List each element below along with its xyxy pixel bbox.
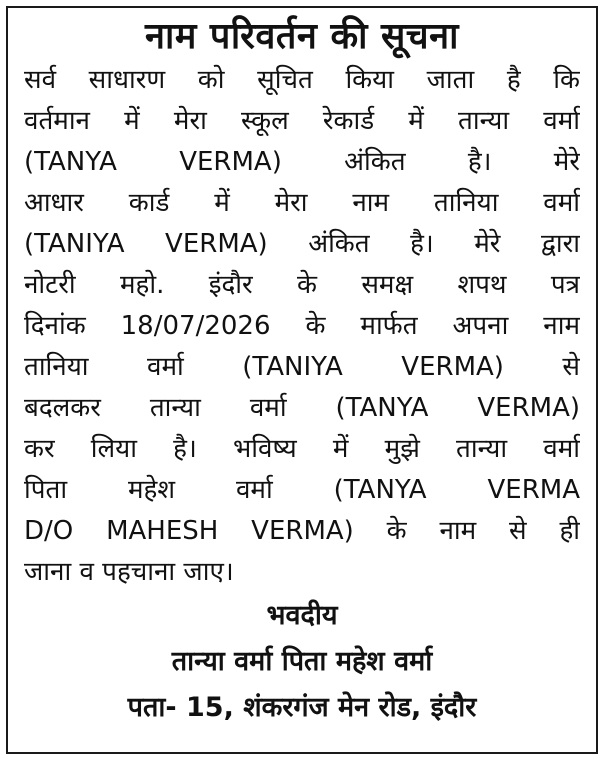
signatory-name: तान्या वर्मा पिता महेश वर्मा bbox=[171, 646, 433, 677]
body-line: बदलकर तान्या वर्मा (TANYA VERMA) bbox=[24, 393, 580, 423]
body-line: तानिया वर्मा (TANIYA VERMA) से bbox=[24, 352, 580, 382]
body-line: पिता महेश वर्मा (TANYA VERMA bbox=[24, 475, 580, 505]
signatory-address: पता- 15, शंकरगंज मेन रोड, इंदौर bbox=[127, 692, 477, 723]
body-line: कर लिया है। भविष्य में मुझे तान्या वर्मा bbox=[24, 434, 580, 464]
closing-salutation: भवदीय bbox=[266, 600, 338, 631]
body-line: D/O MAHESH VERMA) के नाम से ही bbox=[24, 516, 580, 546]
body-line: सर्व साधारण को सूचित किया जाता है कि bbox=[24, 65, 580, 95]
body-line: आधार कार्ड में मेरा नाम तानिया वर्मा bbox=[24, 188, 580, 218]
body-line: दिनांक 18/07/2026 के मार्फत अपना नाम bbox=[24, 311, 580, 341]
body-line: नोटरी महो. इंदौर के समक्ष शपथ पत्र bbox=[24, 270, 580, 300]
body-line: जाना व पहचाना जाए। bbox=[24, 557, 234, 587]
notice-title: नाम परिवर्तन की सूचना bbox=[145, 16, 459, 57]
body-line: वर्तमान में मेरा स्कूल रेकार्ड में तान्या वर्मा bbox=[24, 106, 580, 136]
notice-body bbox=[8, 60, 596, 593]
body-line: (TANIYA VERMA) अंकित है। मेरे द्वारा bbox=[24, 229, 580, 259]
body-line: (TANYA VERMA) अंकित है। मेरे bbox=[24, 147, 580, 177]
name-change-notice bbox=[6, 6, 598, 754]
